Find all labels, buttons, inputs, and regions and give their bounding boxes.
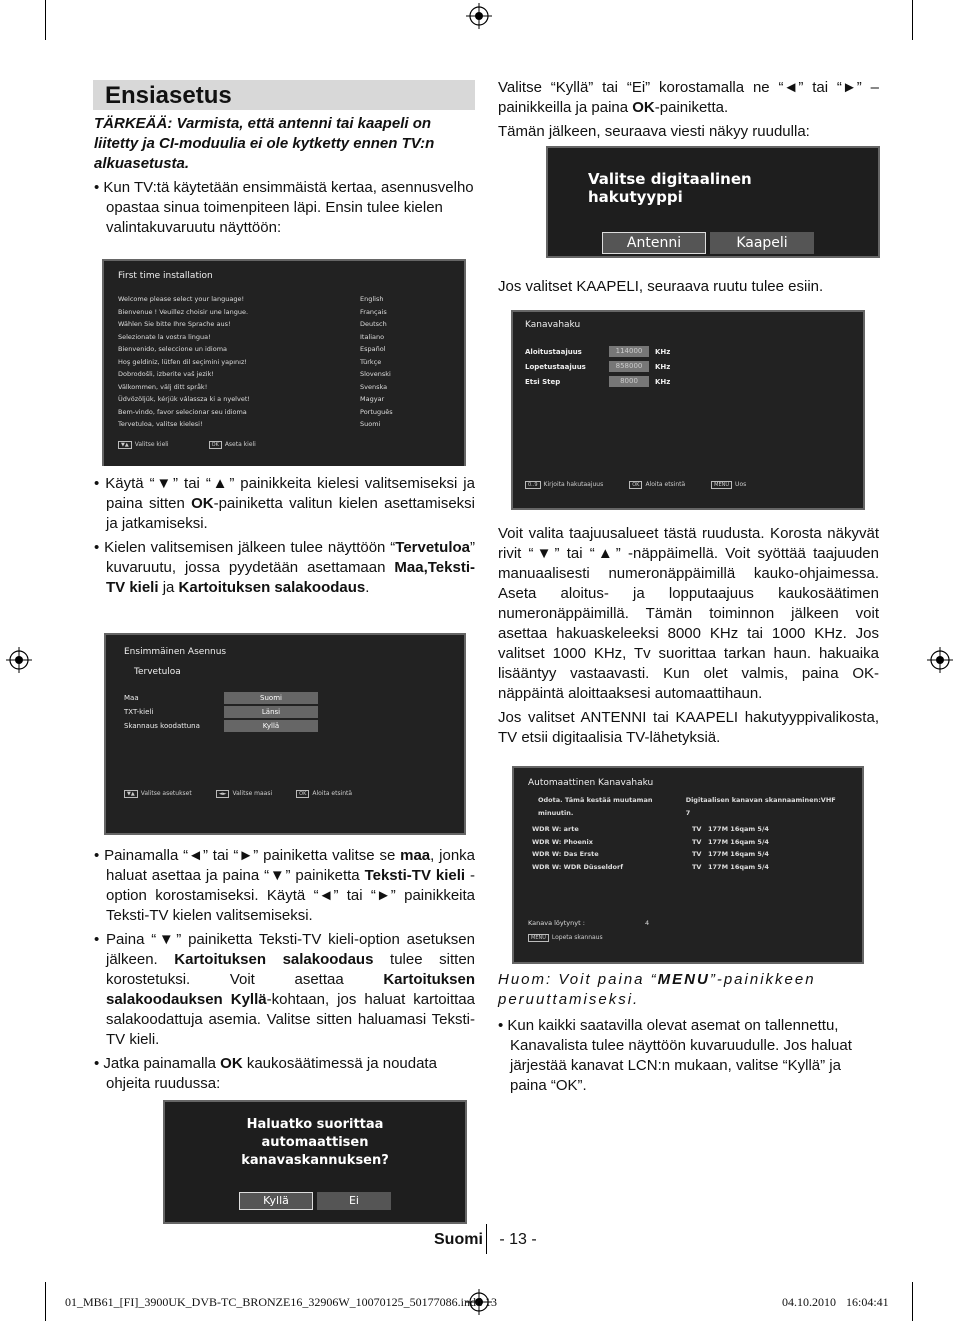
down-arrow-icon: ▼: [154, 475, 174, 492]
language-item: Português: [360, 407, 393, 416]
freq-text: [498, 524, 879, 704]
prompt-item: Wählen Sie bitte Ihre Sprache aus!: [118, 320, 231, 328]
numeric-key-icon: 0..9: [525, 481, 541, 489]
prompt-item: Bienvenido, seleccione un idioma: [118, 345, 228, 353]
crop-mark: [912, 1282, 913, 1321]
t: OK: [632, 99, 655, 116]
cable-row: [525, 374, 851, 389]
language-list: [360, 293, 450, 431]
t: , jonka haluat asettaa ja paina “: [106, 847, 475, 884]
cable-row-label: Aloitustaajuus: [525, 347, 582, 356]
confirm-screen: [163, 1100, 467, 1224]
left-body-2: [94, 846, 475, 1098]
right-intro: [498, 78, 879, 146]
file-time: 16:04:41: [846, 1295, 889, 1309]
ok-label: OK: [191, 495, 214, 512]
hint-select-label: Valitse kieli: [134, 440, 169, 448]
prompt-item: Bienvenue ! Veuillez choisir une langue.: [118, 307, 249, 316]
yes-no-text: [498, 78, 879, 118]
prompt-list: [118, 293, 250, 431]
channel-list-bullet: [498, 1016, 879, 1096]
found-count: 4: [644, 919, 650, 927]
t: Jatka painamalla: [103, 1055, 221, 1072]
hint: [629, 481, 685, 489]
hint-select: [118, 441, 169, 449]
hint-label: Uos: [735, 481, 747, 488]
cable-row-label: Etsi Step: [525, 377, 561, 386]
t: maa: [400, 847, 431, 864]
language-item: Slovenski: [360, 370, 391, 378]
left-arrow-icon: ◄: [188, 847, 203, 864]
down-arrow-icon: ▼: [269, 867, 286, 884]
hint-label: Lopeta skannaus: [551, 933, 603, 941]
up-arrow-icon: ▲: [594, 545, 616, 562]
settings-row-label: Maa: [124, 693, 139, 702]
down-arrow-icon: ▼: [533, 545, 555, 562]
hint: [711, 481, 746, 489]
cable-row-unit: KHz: [655, 347, 671, 356]
t: Kun kaikki saatavilla olevat asemat on tallennettu, Kanavalista tulee näyttöön kuvaruudulle. Jos haluat järjestää kanavat LCN:n mukaan, valitse “Kyllä” ja paina “OK”.: [507, 1017, 852, 1094]
t: Maa,Teksti-TV kieli: [106, 559, 475, 596]
channel-freq: 177M 16qam 5/4: [708, 837, 769, 846]
channel-list: [528, 823, 848, 873]
t: ” tai “: [554, 545, 595, 562]
updown-key-icon: ▼▲: [118, 441, 132, 449]
channel-row: [532, 823, 848, 836]
settings-row-label: TXT-kieli: [124, 707, 154, 716]
t: Teksti-TV kieli: [364, 867, 466, 884]
t: Käytä “: [105, 475, 155, 492]
t: Paina “: [106, 931, 157, 948]
t: ja: [158, 579, 179, 596]
right-arrow-icon: ►: [841, 79, 857, 96]
channel-type: TV: [692, 862, 702, 871]
channel-type: TV: [692, 837, 702, 846]
settings-row: [124, 705, 446, 718]
right-body-1: [498, 524, 879, 752]
left-arrow-icon: ◄: [783, 79, 799, 96]
menu-key-icon: MENU: [711, 481, 732, 489]
t: ” tai “: [202, 847, 239, 864]
cable-rows: [525, 344, 851, 389]
cable-screen: [511, 310, 865, 510]
language-item: Suomi: [360, 420, 381, 428]
right-arrow-icon: ►: [375, 887, 391, 904]
language-item: English: [360, 295, 384, 303]
t: .: [365, 579, 370, 596]
t: ” painikkeita Teksti-TV kielen valitsemiseksi.: [106, 887, 475, 924]
hint-set-label: Aseta kieli: [224, 440, 256, 448]
t: ” –painikkeilla ja paina: [498, 79, 879, 116]
t: ” painiketta Teksti-TV kieli-option asetuksen jälkeen.: [106, 931, 475, 968]
channel-row: [532, 848, 848, 861]
autoscan-title: Automaattinen Kanavahaku: [528, 778, 654, 788]
file-slug: 01_MB61_[FI]_3900UK_DVB-TC_BRONZE16_32906W_10070125_50177086.indd 13: [65, 1295, 497, 1309]
t: MENU: [657, 971, 710, 988]
cable-row: [525, 359, 851, 374]
t: Kartoituksen salakoodaus: [178, 579, 366, 596]
t: ” painikkeita kielesi valitsemiseksi ja paina sitten: [106, 475, 475, 512]
welcome-subtitle: Tervetuloa: [134, 667, 181, 677]
page-title: Ensiasetus: [105, 82, 232, 109]
t: OK: [220, 1055, 243, 1072]
registration-mark-icon: [6, 647, 32, 673]
t: ” painiketta valitse se: [253, 847, 401, 864]
scramble-bullet: [94, 930, 475, 1050]
left-body-1: [94, 474, 475, 602]
page-number: - 13 -: [499, 1231, 537, 1248]
t: ” -näppäimellä. Voit syöttää taajuuden manuaalisesti numeronäppäimillä kauko-ohjaimessa. Aseta aloitus- ja lopputaajuus kaukosäätimen numeronäppäimillä. Tämän toiminnon jälkeen voit asettaa hakuaskeleeksi 8000 KHz tai 1000 KHz. Jos valitset 1000 KHz, Tv suorittaa tarkan haun. hakuaika lisääntyy vastaavasti. Kun olet valmis, paina OK-näppäintä aloittaaksesi automaattihaun.: [498, 545, 879, 702]
leftright-key-icon: ◄►: [216, 790, 230, 798]
t: Kartoituksen salakoodauksen Kyllä: [106, 971, 475, 1008]
hint: [124, 790, 192, 798]
prompt-item: Welcome please select your language!: [118, 295, 245, 303]
autoscan-status2: Digitaalisen kanavan skannaaminen:VHF 7: [685, 796, 836, 817]
intro-bullet: [94, 178, 475, 238]
prompt-item: Bem-vindo, favor selecionar seu idioma: [118, 407, 247, 416]
cable-button[interactable]: Kaapeli: [710, 232, 814, 254]
crop-mark: [912, 0, 913, 40]
t: -painiketta.: [654, 99, 729, 116]
prompt-item: Hoş geldiniz, lütfen dil seçimini yapınız!: [118, 357, 248, 366]
channel-row: [532, 861, 848, 874]
prompt-item: Tervetuloa, valitse kielesi!: [118, 420, 203, 428]
t: ” tai “: [798, 79, 842, 96]
ok-key-icon: OK: [209, 441, 222, 449]
t: ”-painikkeen peruuttamiseksi.: [498, 971, 816, 1008]
channel-name: WDR W: WDR Düsseldorf: [532, 862, 624, 871]
t: -option korostamiseksi. Käytä “: [106, 867, 475, 904]
channel-freq: 177M 16qam 5/4: [708, 862, 769, 871]
language-item: Türkçe: [360, 357, 382, 366]
welcome-bullet: [94, 538, 475, 598]
settings-row: [124, 691, 446, 704]
channel-name: WDR W: Phoenix: [532, 837, 593, 846]
t: Painamalla “: [104, 847, 189, 864]
settings-row-value: Kyllä: [224, 720, 318, 732]
language-select-bullet: [94, 474, 475, 534]
t: Kielen valitsemisen jälkeen tulee näyttöön “: [104, 539, 396, 556]
channel-row: [532, 836, 848, 849]
t: ” kuvaruutu, jossa pyydetään asettamaan: [106, 539, 476, 576]
t: -painiketta valitun kielen asettamiseksi ja jatkamiseksi.: [106, 495, 476, 532]
ok-key-icon: OK: [629, 481, 642, 489]
right-arrow-icon: ►: [238, 847, 254, 864]
language-screen-title: First time installation: [118, 271, 213, 281]
antenna-button[interactable]: Antenni: [602, 232, 706, 254]
cable-screen-title: Kanavahaku: [525, 320, 581, 330]
confirm-question: Haluatko suorittaa automaattisen kanavaskannuksen?: [241, 1117, 389, 1168]
footer-language: Suomi: [434, 1231, 483, 1248]
hint-label: Kirjoita hakutaajuus: [543, 481, 604, 488]
crop-mark: [45, 1282, 46, 1321]
t: Valitse “Kyllä” tai “Ei” korostamalla ne “: [498, 79, 784, 96]
right-body-2: [498, 970, 879, 1100]
digital-type-screen: [546, 146, 880, 258]
prompt-item: Üdvözöljük, kérjük válassza ki a nyelvet!: [118, 395, 250, 403]
channel-freq: 177M 16qam 5/4: [708, 850, 769, 858]
menu-key-icon: MENU: [528, 934, 549, 942]
language-item: Magyar: [360, 395, 385, 403]
welcome-screen-title: Ensimmäinen Asennus: [124, 647, 227, 657]
prompt-item: Dobrodošli, izberite vaš jezik!: [118, 370, 214, 378]
menu-note: [498, 970, 879, 1010]
hint-set: [209, 441, 256, 449]
intro-text: Kun TV:tä käytetään ensimmäistä kertaa, asennusvelho opastaa sinua toimenpiteen läpi. Ensin tulee kielen valintakuvaruutu näyttöön:: [103, 179, 474, 236]
file-timestamp: [782, 1295, 889, 1310]
warning-text: TÄRKEÄÄ: Varmista, että antenni tai kaapeli on liitetty ja CI-moduulia ei ole kytketty ennen TV:n alkuasetusta.: [94, 115, 435, 172]
search-text: Jos valitset ANTENNI tai KAAPELI hakutyyppivalikosta, TV etsii digitaalisia TV-lähetyksiä.: [498, 709, 879, 746]
cable-row: [525, 344, 851, 359]
next-message-text: Tämän jälkeen, seuraava viesti näkyy ruudulla:: [498, 123, 810, 140]
autoscan-screen: [512, 766, 864, 964]
file-date: 04.10.2010: [782, 1295, 836, 1309]
settings-row-value: Länsi: [224, 706, 318, 718]
hint: [525, 481, 603, 489]
ok-key-icon: OK: [296, 790, 309, 798]
settings-row: [124, 719, 446, 732]
settings-row-label: Skannaus koodattuna: [124, 721, 200, 730]
prompt-item: Välkommen, välj ditt språk!: [118, 382, 208, 391]
cable-row-unit: KHz: [655, 362, 671, 371]
updown-key-icon: ▼▲: [124, 790, 138, 798]
t: -kohtaan, jos haluat kartoittaa salakoodattuja asemia. Valitse sitten haluamasi Teksti-TV kieli.: [106, 991, 475, 1048]
settings-row-value: Suomi: [224, 692, 318, 704]
welcome-screen: [104, 633, 466, 835]
cable-row-unit: KHz: [655, 377, 671, 386]
hint-label: Aloita etsintä: [645, 481, 686, 488]
t: ” painiketta: [285, 867, 365, 884]
welcome-rows: [124, 691, 446, 732]
prompt-item: Selezionate la vostra lingua!: [118, 332, 211, 341]
continue-bullet: [94, 1054, 475, 1094]
no-button[interactable]: Ei: [317, 1192, 391, 1210]
up-arrow-icon: ▲: [210, 475, 230, 492]
cable-row-value: 8000: [609, 376, 649, 387]
t: ” tai “: [173, 475, 211, 492]
yes-button[interactable]: Kyllä: [239, 1192, 313, 1210]
hint-label: Valitse maasi: [232, 790, 273, 797]
language-item: Français: [360, 307, 387, 316]
left-arrow-icon: ◄: [318, 887, 334, 904]
t: kaukosäätimessä ja noudata ohjeita ruudussa:: [106, 1055, 437, 1092]
autoscan-status: Odota. Tämä kestää muutaman minuutin.: [538, 796, 653, 817]
hint-label: Aloita etsintä: [312, 790, 353, 797]
cable-row-value: 114000: [609, 346, 649, 357]
language-item: Svenska: [360, 382, 388, 391]
t: ” tai “: [333, 887, 376, 904]
channel-type: TV: [692, 850, 702, 858]
country-bullet: [94, 846, 475, 926]
footer-divider: [486, 1224, 487, 1254]
t: Kartoituksen salakoodaus: [174, 951, 374, 968]
channel-type: TV: [692, 825, 702, 833]
hint-label: Valitse asetukset: [140, 790, 192, 797]
left-intro: [94, 114, 475, 242]
crop-mark: [45, 0, 46, 40]
cable-row-label: Lopetustaajuus: [525, 362, 586, 371]
channel-freq: 177M 16qam 5/4: [708, 825, 769, 833]
cable-text: Jos valitset KAAPELI, seuraava ruutu tulee esiin.: [498, 278, 824, 295]
language-screen: [102, 259, 466, 466]
down-arrow-icon: ▼: [156, 931, 177, 948]
registration-mark-icon: [927, 647, 953, 673]
language-item: Deutsch: [360, 320, 387, 328]
t: Voit valita taajuusalueet tästä ruudusta. Korosta näkyvät rivit “: [498, 525, 879, 562]
t: Huom: Voit paina “: [498, 971, 658, 988]
registration-mark-icon: [466, 3, 492, 29]
language-item: Español: [360, 345, 386, 353]
language-item: Italiano: [360, 332, 385, 341]
t: tulee sitten korostetuksi. Voit asettaa: [106, 951, 476, 988]
t: Tervetuloa: [395, 539, 471, 556]
channel-name: WDR W: Das Erste: [532, 850, 599, 858]
section-heading-bar: [93, 80, 475, 110]
hint: [296, 790, 352, 798]
found-label: Kanava löytynyt :: [528, 919, 585, 927]
cable-row-value: 858000: [609, 361, 649, 372]
channel-name: WDR W: arte: [532, 825, 579, 833]
digital-type-title: Valitse digitaalinen hakutyyppi: [588, 170, 752, 206]
hint: [216, 790, 272, 798]
